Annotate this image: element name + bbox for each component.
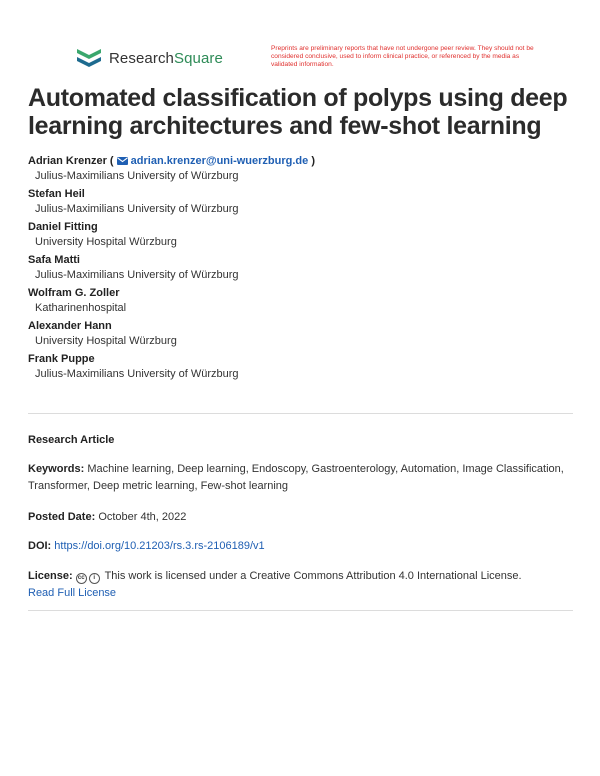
author-name: Frank Puppe bbox=[28, 353, 95, 365]
creative-commons-icon: cc bbox=[76, 573, 87, 584]
paper-title: Automated classification of polyps using deep learning architectures and few-shot learning bbox=[28, 84, 568, 140]
attribution-icon: i bbox=[89, 573, 100, 584]
author-affiliation: University Hospital Würzburg bbox=[35, 335, 177, 347]
read-full-license-link[interactable]: Read Full License bbox=[28, 587, 117, 599]
license bbox=[28, 568, 573, 602]
keywords bbox=[28, 461, 573, 495]
author-affiliation: Julius-Maximilians University of Würzburg bbox=[35, 170, 239, 182]
preprint-notice: Preprints are preliminary reports that have not undergone peer review. They should not be considered conclusive, used to inform clinical practice, or referenced by the media as validated information. bbox=[271, 45, 534, 69]
author-item bbox=[28, 319, 573, 349]
doi-label: DOI: bbox=[28, 540, 52, 552]
author-item: Adrian Krenzer ( adrian.krenzer@uni-wuerzburg.de ) Julius-Maximilians University of Würzburg bbox=[28, 154, 573, 184]
author-name: Safa Matti bbox=[28, 254, 80, 266]
author-list bbox=[28, 154, 573, 385]
author-item bbox=[28, 352, 573, 382]
license-text: This work is licensed under a Creative Commons Attribution 4.0 International License. bbox=[104, 570, 522, 582]
keywords-value: Machine learning, Deep learning, Endoscopy, Gastroenterology, Automation, Image Classification, Transformer, Deep metric learning, Few-shot learning bbox=[28, 463, 564, 492]
posted-date-label: Posted Date: bbox=[28, 511, 96, 523]
author-name: Alexander Hann bbox=[28, 320, 112, 332]
author-item bbox=[28, 253, 573, 283]
research-square-logo-icon bbox=[76, 46, 102, 70]
author-affiliation: Julius-Maximilians University of Würzburg bbox=[35, 203, 239, 215]
author-item bbox=[28, 187, 573, 217]
author-name: Wolfram G. Zoller bbox=[28, 287, 120, 299]
author-email-link[interactable] bbox=[117, 155, 309, 167]
doi bbox=[28, 538, 573, 555]
author-affiliation: University Hospital Würzburg bbox=[35, 236, 177, 248]
doi-link[interactable]: https://doi.org/10.21203/rs.3.rs-2106189/v1 bbox=[54, 540, 265, 552]
divider bbox=[28, 413, 573, 414]
envelope-icon bbox=[117, 157, 128, 165]
author-name: Daniel Fitting bbox=[28, 221, 98, 233]
author-email: adrian.krenzer@uni-wuerzburg.de bbox=[130, 155, 309, 167]
article-type: Research Article bbox=[28, 434, 115, 446]
author-affiliation: Julius-Maximilians University of Würzburg bbox=[35, 269, 239, 281]
author-affiliation: Julius-Maximilians University of Würzburg bbox=[35, 368, 239, 380]
author-name: Adrian Krenzer bbox=[28, 155, 107, 167]
license-label: License: bbox=[28, 570, 73, 582]
author-item bbox=[28, 220, 573, 250]
author-affiliation: Katharinenhospital bbox=[35, 302, 127, 314]
posted-date bbox=[28, 509, 573, 526]
divider bbox=[28, 610, 573, 611]
research-square-logo[interactable] bbox=[76, 46, 223, 70]
keywords-label: Keywords: bbox=[28, 463, 85, 475]
logo-word-square: Square bbox=[174, 49, 223, 67]
logo-word-research: Research bbox=[109, 49, 174, 67]
posted-date-value: October 4th, 2022 bbox=[98, 511, 187, 523]
author-name: Stefan Heil bbox=[28, 188, 85, 200]
logo-text bbox=[109, 50, 223, 67]
author-item bbox=[28, 286, 573, 316]
